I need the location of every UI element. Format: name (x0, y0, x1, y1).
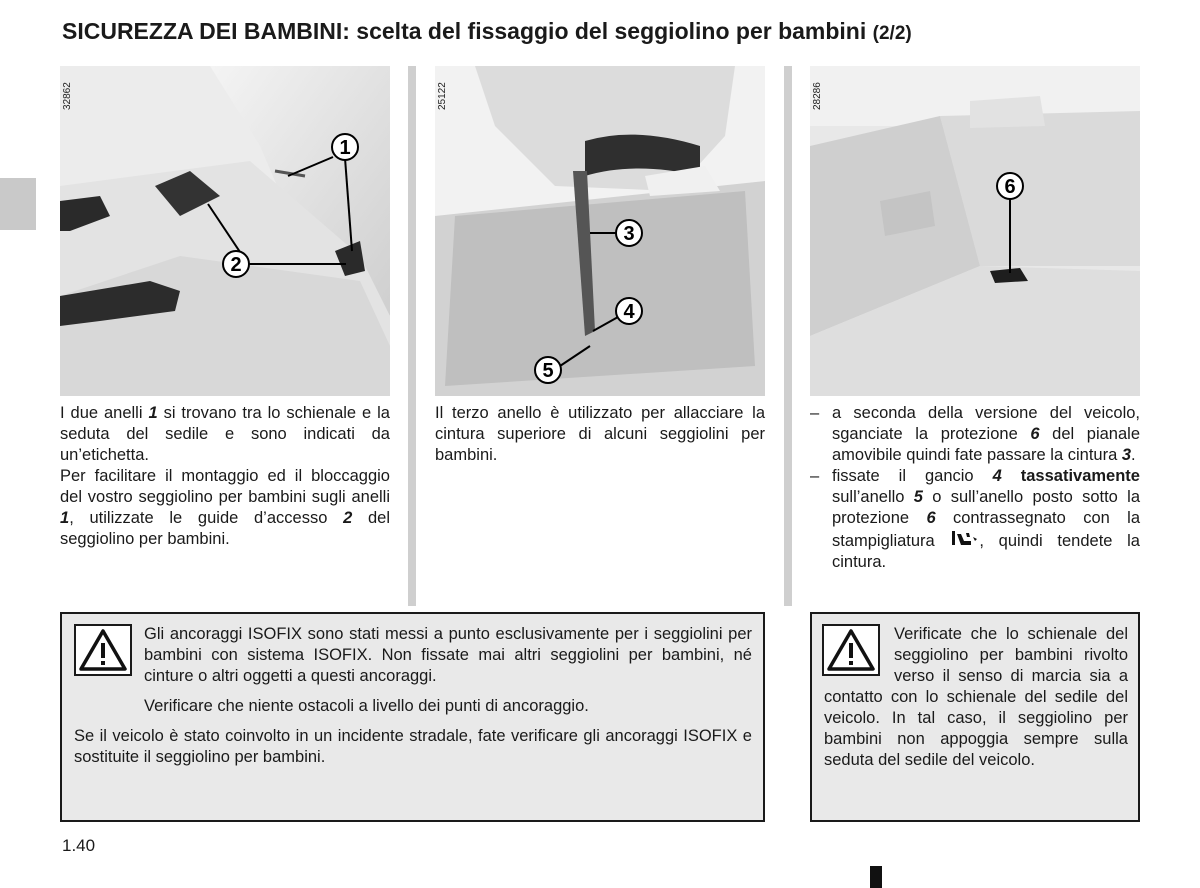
column2-paragraph-1: Il terzo anello è utilizzato per allacciare la cintura superiore di alcuni seggiolini per bambini. (435, 404, 765, 464)
figure-trunk-floor (810, 66, 1140, 396)
column1-paragraph-1: I due anelli 1 si trovano tra lo schienale e la seduta del sedile e sono indicati da un’etichetta. (60, 404, 390, 464)
warning1-paragraph-2: Verificare che niente ostacoli a livello dei punti di ancoraggio. (144, 697, 589, 715)
column3-text (810, 403, 1140, 573)
isofix-child-seat-icon (949, 529, 979, 549)
column3-list (810, 403, 1140, 573)
column2-text (435, 403, 765, 466)
callout-6-label: 6 (1004, 176, 1016, 198)
chapter-tab (0, 178, 36, 230)
page-title (62, 18, 912, 45)
title-main: SICUREZZA DEI BAMBINI: scelta del fissaggio del seggiolino per bambini (62, 18, 867, 44)
warning-box-isofix (60, 612, 765, 822)
column-divider-left (408, 66, 416, 606)
callout-3-label: 3 (623, 223, 635, 245)
list-item: – fissate il gancio 4 tassativamente sull’anello 5 o sull’anello posto sotto la protezione 6 contrassegnato con la stampigliatura , quindi tendete la cintura. (810, 467, 1141, 571)
callout-1-label: 1 (339, 137, 351, 159)
column-divider-right (784, 66, 792, 606)
callout-2-label: 2 (230, 254, 242, 276)
figure-ref-1: 32862 (62, 82, 73, 110)
icon-text-spacer (824, 624, 894, 684)
warning-box-backrest (810, 612, 1140, 822)
callout-5-label: 5 (542, 360, 554, 382)
page-edge-marker (870, 866, 882, 888)
page-number: 1.40 (62, 836, 96, 855)
column1-paragraph-2: Per facilitare il montaggio ed il bloccaggio del vostro seggiolino per bambini sugli anelli 1, utilizzate le guide d’accesso 2 del seggiolino per bambini. (60, 467, 390, 548)
figure-isofix-seat (60, 66, 390, 396)
warning2-paragraph-1: Verificate che lo schienale del seggiolino per bambini rivolto verso il senso di marcia sia a contatto con lo schienale del sedile del veicolo. In tal caso, il seggiolino per bambini non appoggia sempre sulla seduta del sedile del veicolo. (824, 625, 1128, 769)
column1-text (60, 403, 390, 550)
warning1-paragraph-1: Gli ancoraggi ISOFIX sono stati messi a punto esclusivamente per i seggiolini per bambini con sistema ISOFIX. Non fissate mai altri seggiolini per bambini, né cinture o altri oggetti a questi ancoraggi. (144, 625, 752, 685)
figure-ref-3: 28286 (812, 82, 823, 110)
warning1-paragraph-3: Se il veicolo è stato coinvolto in un incidente stradale, fate verificare gli ancoraggi ISOFIX e sostituite il seggiolino per bambini. (74, 727, 752, 766)
figure-top-tether (435, 66, 765, 396)
title-suffix: (2/2) (872, 23, 912, 44)
list-item: – a seconda della versione del veicolo, sganciate la protezione 6 del pianale amovibile quindi fate passare la cintura 3. (810, 404, 1140, 464)
warning-icon (74, 624, 132, 676)
callout-4-label: 4 (623, 301, 635, 323)
figure-ref-2: 25122 (437, 82, 448, 110)
